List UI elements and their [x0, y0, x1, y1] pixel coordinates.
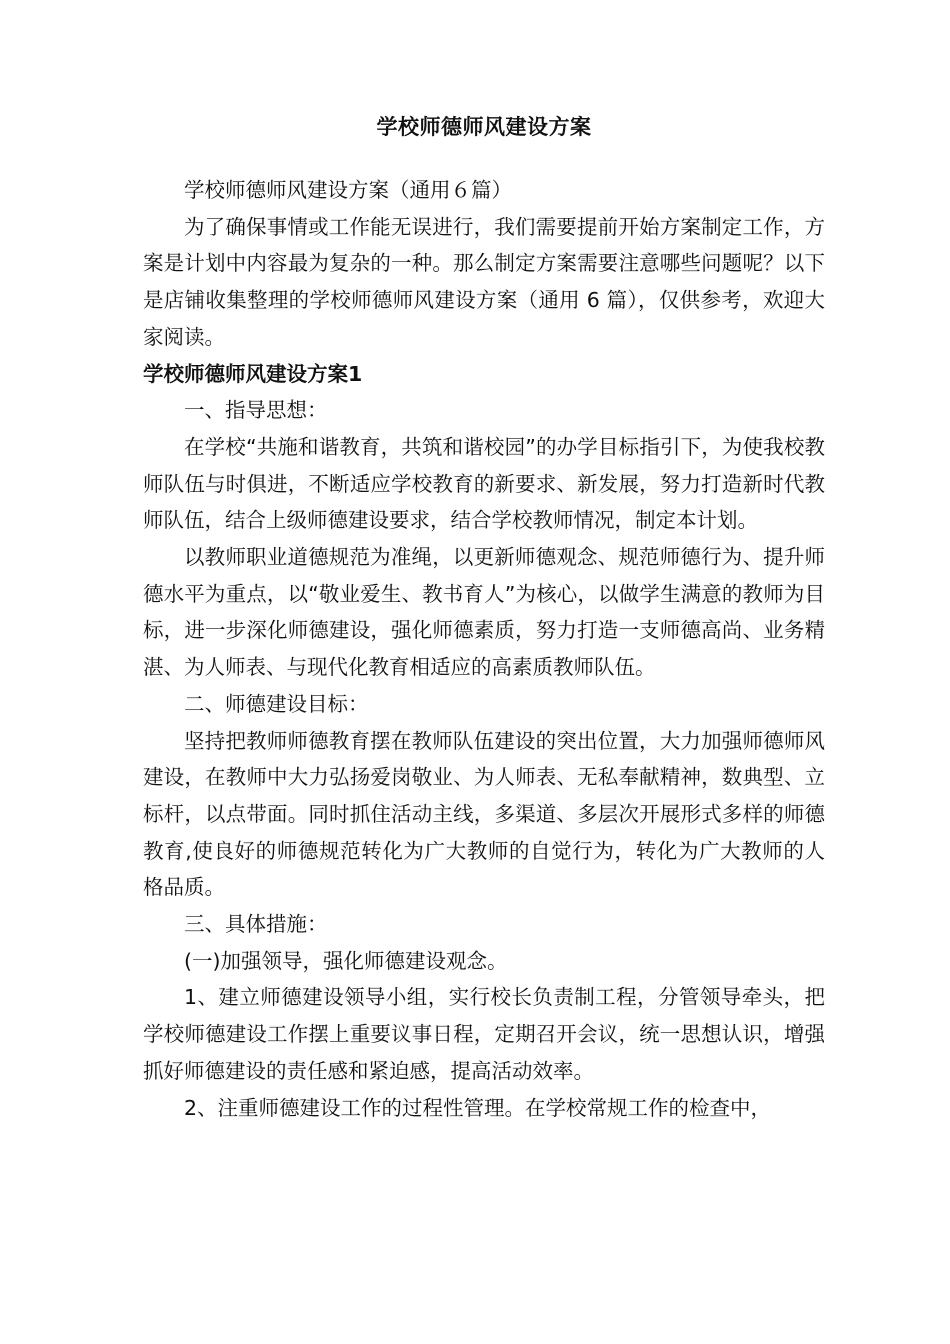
- section-heading: 学校师德师风建设方案1: [143, 361, 363, 386]
- body-paragraph: 在学校“共施和谐教育，共筑和谐校园”的办学目标指引下，为使我校教师队伍与时俱进，不断适应学校教育的新要求、新发展，努力打造新时代教师队伍，结合上级师德建设要求，结合学校教师情况，制定本计划。: [143, 434, 825, 533]
- subtitle-paragraph: 学校师德师风建设方案（通用６篇）: [184, 178, 512, 202]
- list-item: 2、注重师德建设工作的过程性管理。在学校常规工作的检查中，: [184, 1095, 772, 1120]
- intro-paragraph: 为了确保事情或工作能无误进行，我们需要提前开始方案制定工作，方案是计划中内容最为复杂的一种。那么制定方案需要注意哪些问题呢？以下是店铺收集整理的学校师德师风建设方案（通用 6 篇），仅供参考，欢迎大家阅读。: [143, 214, 825, 349]
- document-body: [143, 102, 825, 1126]
- goals-heading: 二、师德建设目标：: [184, 691, 369, 716]
- guiding-thought-heading: 一、指导思想：: [184, 398, 328, 423]
- body-paragraph: 坚持把教师师德教育摆在教师队伍建设的突出位置，大力加强师德师风建设，在教师中大力弘扬爱岗敬业、为人师表、无私奉献精神，数典型、立标杆，以点带面。同时抓住活动主线，多渠道、多层次开展形式多样的师德教育,使良好的师德规范转化为广大教师的自觉行为，转化为广大教师的人格品质。: [143, 728, 825, 900]
- body-paragraph: 以教师职业道德规范为准绳，以更新师德观念、规范师德行为、提升师德水平为重点，以“敬业爱生、教书育人”为核心，以做学生满意的教师为目标，进一步深化师德建设，强化师德素质，努力打造一支师德高尚、业务精湛、为人师表、与现代化教育相适应的高素质教师队伍。: [143, 545, 825, 680]
- measures-heading: 三、具体措施：: [184, 912, 328, 937]
- document-title: 学校师德师风建设方案: [376, 115, 592, 139]
- sub-heading: (一)加强领导，强化师德建设观念。: [184, 948, 508, 973]
- list-item: 1、建立师德建设领导小组，实行校长负责制工程，分管领导牵头，把学校师德建设工作摆上重要议事日程，定期召开会议，统一思想认识，增强抓好师德建设的责任感和紧迫感，提高活动效率。: [143, 985, 825, 1083]
